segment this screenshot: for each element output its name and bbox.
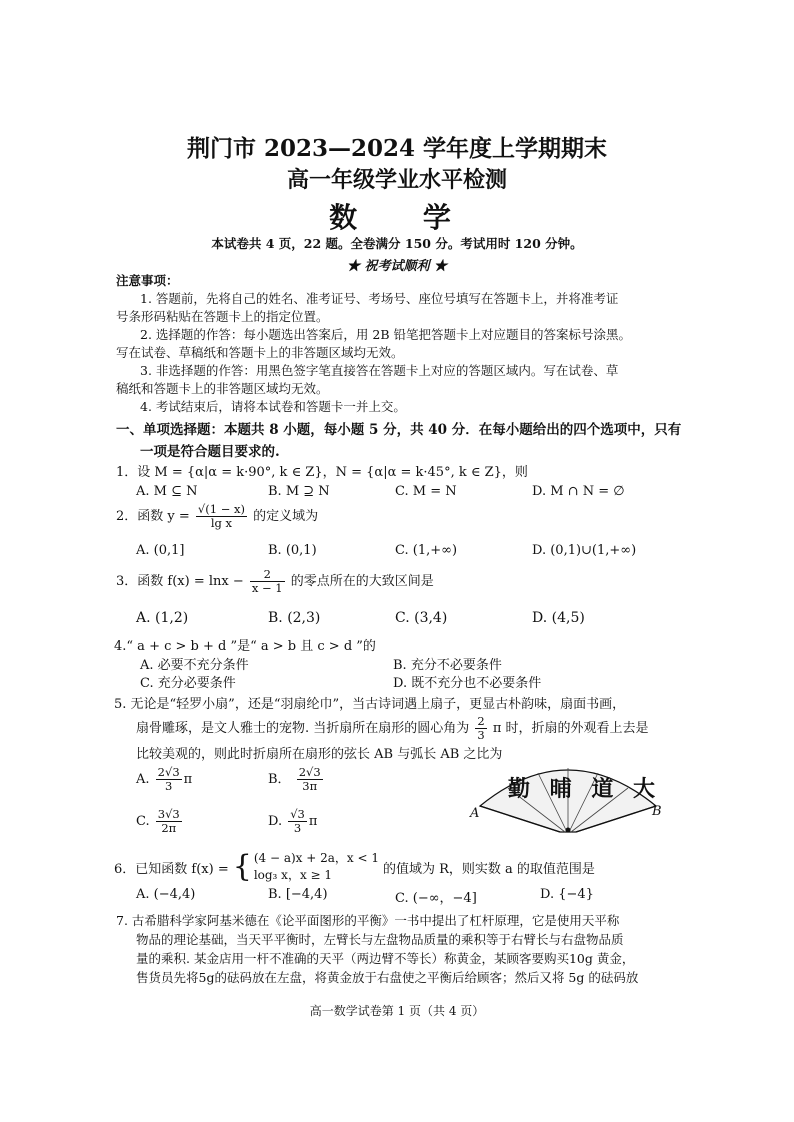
- q6-suffix: 的值域为 R，则实数 a 的取值范围是: [382, 861, 595, 877]
- notice-line: 1. 答题前，先将自己的姓名、准考证号、考场号、座位号填写在答题卡上，并将准考证: [140, 291, 619, 306]
- q5-line2-b: π 时，折扇的外观看上去是: [492, 721, 649, 736]
- q2-suffix: 的定义域为: [253, 509, 319, 524]
- notice-line: 3. 非选择题的作答：用黑色签字笔直接答在答题卡上对应的答题区域内。写在试卷、草: [140, 363, 619, 378]
- q5-option-b: [268, 766, 325, 793]
- q1-option-b: B. M ⊇ N: [268, 484, 330, 499]
- q6-brace: {: [232, 849, 252, 884]
- q6-cases: [254, 850, 379, 884]
- q2-fraction: [196, 503, 247, 530]
- q5-line3: 比较美观的，则此时折扇所在扇形的弦长 AB 与弧长 AB 之比为: [136, 747, 503, 762]
- q2-option-b: B. (0,1): [268, 543, 317, 558]
- q5-angle-den: 3: [477, 728, 485, 742]
- q1-option-c: C. M = N: [395, 484, 457, 499]
- q5-c-label: C.: [136, 814, 150, 829]
- q5-option-a: [136, 766, 192, 793]
- q5-angle-num: 2: [477, 714, 485, 728]
- q5-line1: 5. 无论是“轻罗小扇”，还是“羽扇纶巾”，当古诗词遇上扇子，更显古朴韵味，扇面书画，: [114, 697, 626, 712]
- section-heading: 一、单项选择题：本题共 8 小题，每小题 5 分，共 40 分．在每小题给出的四个选项中，只有: [116, 422, 682, 438]
- q5-b-num: 2√3: [298, 765, 321, 779]
- notice-heading: 注意事项：: [116, 273, 179, 288]
- q1-stem: 1．设 M = {α|α = k·90°, k ∈ Z}，N = {α|α = k·45°, k ∈ Z}，则: [116, 465, 528, 480]
- fan-pivot: [566, 828, 571, 833]
- q4-option-b: B. 充分不必要条件: [393, 658, 502, 673]
- q1-option-d: D. M ∩ N = ∅: [532, 484, 625, 499]
- fan-point-b: B: [652, 804, 662, 819]
- q4-option-d: D. 既不充分也不必要条件: [393, 676, 542, 691]
- q1-option-a: A. M ⊆ N: [136, 484, 198, 499]
- notice-line: 2. 选择题的作答：每小题选出答案后，用 2B 铅笔把答题卡上对应题目的答案标号涂黑。: [140, 327, 631, 342]
- q5-angle-fraction: [475, 715, 486, 742]
- q5-c-den: 2π: [161, 821, 177, 835]
- notice-line: 4. 考试结束后，请将本试卷和答题卡一并上交。: [140, 399, 406, 414]
- subject-title: 数 学: [329, 201, 479, 234]
- q5-d-label: D.: [268, 814, 283, 829]
- q6-case1: (4 − a)x + 2a，x < 1: [253, 851, 379, 865]
- q2-option-c: C. (1,+∞): [395, 543, 458, 558]
- q5-option-c: [136, 808, 184, 835]
- q7-line: 量的乘积. 某金店用一杆不准确的天平（两边臂不等长）称黄金，某顾客要购买10g 黄金，: [136, 951, 635, 966]
- q7-line: 7. 古希腊科学家阿基米德在《论平面图形的平衡》一书中提出了杠杆原理，它是使用天平称: [116, 913, 620, 928]
- q3-stem: [116, 568, 434, 595]
- q2-stem: [116, 503, 318, 530]
- q5-line2-a: 扇骨雕琢，是文人雅士的宠物. 当折扇所在扇形的圆心角为: [136, 721, 470, 736]
- good-luck-line: ★ 祝考试顺利 ★: [346, 259, 448, 274]
- q2-denominator: lg x: [210, 516, 233, 530]
- q5-c-fraction: [156, 808, 182, 835]
- q7-line: 物品的理论基础，当天平平衡时，左臂长与左盘物品质量的乘积等于右臂长与右盘物品质: [136, 932, 624, 947]
- q6-option-d: D. {−4}: [540, 887, 594, 902]
- q5-a-fraction: [156, 766, 182, 793]
- q5-b-label: B．: [268, 772, 291, 787]
- page-footer: 高一数学试卷第 1 页（共 4 页）: [309, 1004, 485, 1018]
- fan-calligraphy: 勤 晡 道 大: [508, 776, 661, 802]
- q5-d-fraction: [288, 808, 307, 835]
- q6-case2: log₃ x，x ≥ 1: [253, 868, 333, 882]
- q5-b-fraction: [297, 766, 323, 793]
- q5-b-den: 3π: [302, 779, 318, 793]
- q3-suffix: 的零点所在的大致区间是: [290, 574, 434, 589]
- q3-prefix: 3．函数 f(x) = lnx −: [116, 574, 244, 589]
- title-line2: 高一年级学业水平检测: [286, 167, 507, 193]
- q5-a-label: A.: [136, 772, 150, 787]
- q5-option-d: [268, 808, 317, 835]
- q3-numerator: 2: [250, 568, 285, 582]
- section-heading-cont: 一项是符合题目要求的.: [140, 444, 280, 460]
- notice-line: 写在试卷、草稿纸和答题卡上的非答题区域均无效。: [116, 345, 404, 360]
- exam-info: 本试卷共 4 页，22 题。全卷满分 150 分。考试用时 120 分钟。: [211, 236, 583, 251]
- notice-line: 稿纸和答题卡上的非答题区域均无效。: [116, 381, 329, 396]
- q3-option-b: B. (2,3): [268, 610, 321, 626]
- q2-option-a: A. (0,1]: [136, 543, 185, 558]
- q2-option-d: D. (0,1)∪(1,+∞): [532, 543, 637, 558]
- q4-option-a: A. 必要不充分条件: [140, 658, 249, 673]
- title-line1: 荆门市 2023—2024 学年度上学期期末: [186, 135, 608, 162]
- q5-a-num: 2√3: [157, 765, 180, 779]
- q3-option-a: A. (1,2): [136, 610, 189, 626]
- q3-option-d: D. (4,5): [532, 610, 585, 626]
- q4-stem: 4.“ a + c > b + d ”是“ a > b 且 c > d ”的: [114, 639, 376, 654]
- q6-prefix: 6．已知函数 f(x) =: [114, 861, 229, 877]
- q5-a-tail: π: [183, 772, 193, 787]
- q4-option-c: C. 充分必要条件: [140, 676, 236, 691]
- q6-option-b: B. [−4,4): [268, 887, 328, 902]
- q2-prefix: 2．函数 y =: [116, 509, 190, 524]
- q3-fraction: [250, 568, 285, 595]
- q6-stem: [114, 850, 595, 884]
- notice-line: 号条形码粘贴在答题卡上的指定位置。: [116, 309, 329, 324]
- folding-fan-figure: [468, 748, 668, 830]
- q6-option-a: A. (−4,4): [136, 887, 196, 902]
- q5-a-den: 3: [164, 779, 173, 793]
- q5-d-tail: π: [308, 814, 318, 829]
- q5-d-num: √3: [290, 807, 305, 821]
- q3-denominator: x − 1: [251, 581, 283, 595]
- q3-option-c: C. (3,4): [395, 610, 448, 626]
- q5-line2: [136, 715, 649, 742]
- fan-point-a: A: [470, 806, 480, 821]
- q2-numerator: √(1 − x): [197, 502, 245, 516]
- q5-c-num: 3√3: [157, 807, 180, 821]
- q7-line: 售货员先将5g的砝码放在左盘，将黄金放于右盘使之平衡后给顾客；然后又将 5g 的砝码放: [136, 970, 639, 985]
- q6-option-c: C. (−∞，−4]: [395, 891, 477, 906]
- q5-d-den: 3: [293, 821, 302, 835]
